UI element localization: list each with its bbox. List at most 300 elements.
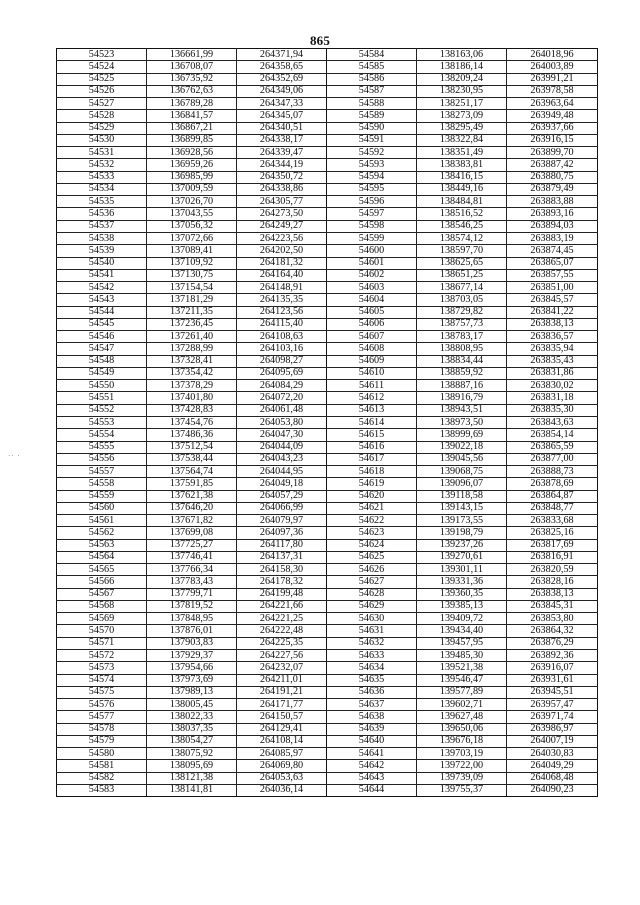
point-number-cell: 54631 (327, 625, 417, 637)
table-row (57, 331, 598, 343)
table-row (57, 600, 598, 612)
table-row (57, 588, 598, 600)
y-coordinate-cell: 264044,09 (237, 441, 327, 453)
x-coordinate-cell: 138999,69 (417, 429, 507, 441)
point-number-cell: 54595 (327, 183, 417, 195)
y-coordinate-cell: 263851,00 (507, 282, 598, 294)
table-row (57, 355, 598, 367)
point-number-cell: 54599 (327, 232, 417, 244)
point-number-cell: 54605 (327, 306, 417, 318)
table-row (57, 637, 598, 649)
y-coordinate-cell: 264371,94 (237, 49, 327, 61)
table-row (57, 723, 598, 735)
point-number-cell: 54560 (57, 502, 147, 514)
y-coordinate-cell: 263833,68 (507, 515, 598, 527)
y-coordinate-cell: 263865,07 (507, 257, 598, 269)
x-coordinate-cell: 137454,76 (147, 416, 237, 428)
y-coordinate-cell: 264085,97 (237, 748, 327, 760)
point-number-cell: 54621 (327, 502, 417, 514)
point-number-cell: 54571 (57, 637, 147, 649)
y-coordinate-cell: 263894,03 (507, 220, 598, 232)
y-coordinate-cell: 264222,48 (237, 625, 327, 637)
point-number-cell: 54642 (327, 760, 417, 772)
y-coordinate-cell: 264349,06 (237, 85, 327, 97)
y-coordinate-cell: 264178,32 (237, 576, 327, 588)
x-coordinate-cell: 137288,99 (147, 343, 237, 355)
x-coordinate-cell: 137130,75 (147, 269, 237, 281)
x-coordinate-cell: 138351,49 (417, 147, 507, 159)
y-coordinate-cell: 263893,16 (507, 208, 598, 220)
point-number-cell: 54567 (57, 588, 147, 600)
x-coordinate-cell: 137973,69 (147, 674, 237, 686)
y-coordinate-cell: 263825,16 (507, 527, 598, 539)
y-coordinate-cell: 264338,17 (237, 134, 327, 146)
point-number-cell: 54548 (57, 355, 147, 367)
point-number-cell: 54577 (57, 711, 147, 723)
point-number-cell: 54578 (57, 723, 147, 735)
y-coordinate-cell: 264232,07 (237, 662, 327, 674)
x-coordinate-cell: 137725,27 (147, 539, 237, 551)
point-number-cell: 54596 (327, 196, 417, 208)
y-coordinate-cell: 264344,19 (237, 159, 327, 171)
x-coordinate-cell: 138887,16 (417, 380, 507, 392)
x-coordinate-cell: 136899,85 (147, 134, 237, 146)
y-coordinate-cell: 263865,59 (507, 441, 598, 453)
y-coordinate-cell: 264350,72 (237, 171, 327, 183)
point-number-cell: 54574 (57, 674, 147, 686)
point-number-cell: 54643 (327, 772, 417, 784)
point-number-cell: 54582 (57, 772, 147, 784)
x-coordinate-cell: 139434,40 (417, 625, 507, 637)
table-row (57, 441, 598, 453)
point-number-cell: 54530 (57, 134, 147, 146)
point-number-cell: 54545 (57, 318, 147, 330)
x-coordinate-cell: 139485,30 (417, 650, 507, 662)
point-number-cell: 54622 (327, 515, 417, 527)
x-coordinate-cell: 139118,58 (417, 490, 507, 502)
point-number-cell: 54579 (57, 735, 147, 747)
y-coordinate-cell: 264164,40 (237, 269, 327, 281)
x-coordinate-cell: 137564,74 (147, 466, 237, 478)
y-coordinate-cell: 263831,86 (507, 367, 598, 379)
x-coordinate-cell: 138095,69 (147, 760, 237, 772)
x-coordinate-cell: 139521,38 (417, 662, 507, 674)
coordinate-table-body (57, 49, 598, 797)
x-coordinate-cell: 138973,50 (417, 416, 507, 428)
point-number-cell: 54550 (57, 380, 147, 392)
x-coordinate-cell: 138037,35 (147, 723, 237, 735)
point-number-cell: 54581 (57, 760, 147, 772)
table-row (57, 232, 598, 244)
y-coordinate-cell: 264047,30 (237, 429, 327, 441)
y-coordinate-cell: 263931,61 (507, 674, 598, 686)
point-number-cell: 54584 (327, 49, 417, 61)
y-coordinate-cell: 264181,32 (237, 257, 327, 269)
y-coordinate-cell: 264072,20 (237, 392, 327, 404)
y-coordinate-cell: 263845,57 (507, 294, 598, 306)
x-coordinate-cell: 136928,56 (147, 147, 237, 159)
x-coordinate-cell: 139755,37 (417, 784, 507, 796)
y-coordinate-cell: 263857,55 (507, 269, 598, 281)
x-coordinate-cell: 137903,83 (147, 637, 237, 649)
x-coordinate-cell: 139409,72 (417, 613, 507, 625)
x-coordinate-cell: 137428,83 (147, 404, 237, 416)
x-coordinate-cell: 138273,09 (417, 110, 507, 122)
point-number-cell: 54563 (57, 539, 147, 551)
x-coordinate-cell: 137621,38 (147, 490, 237, 502)
x-coordinate-cell: 139301,11 (417, 564, 507, 576)
y-coordinate-cell: 264225,35 (237, 637, 327, 649)
table-row (57, 134, 598, 146)
table-row (57, 551, 598, 563)
x-coordinate-cell: 137699,08 (147, 527, 237, 539)
point-number-cell: 54533 (57, 171, 147, 183)
y-coordinate-cell: 264211,01 (237, 674, 327, 686)
y-coordinate-cell: 263888,73 (507, 466, 598, 478)
table-row (57, 760, 598, 772)
y-coordinate-cell: 263883,88 (507, 196, 598, 208)
x-coordinate-cell: 136841,57 (147, 110, 237, 122)
table-row (57, 257, 598, 269)
table-row (57, 318, 598, 330)
x-coordinate-cell: 138230,95 (417, 85, 507, 97)
x-coordinate-cell: 136959,26 (147, 159, 237, 171)
point-number-cell: 54525 (57, 73, 147, 85)
y-coordinate-cell: 264171,77 (237, 699, 327, 711)
x-coordinate-cell: 137646,20 (147, 502, 237, 514)
y-coordinate-cell: 264043,23 (237, 453, 327, 465)
y-coordinate-cell: 264053,63 (237, 772, 327, 784)
table-row (57, 466, 598, 478)
table-row (57, 699, 598, 711)
point-number-cell: 54627 (327, 576, 417, 588)
x-coordinate-cell: 137026,70 (147, 196, 237, 208)
x-coordinate-cell: 137671,82 (147, 515, 237, 527)
point-number-cell: 54625 (327, 551, 417, 563)
x-coordinate-cell: 136867,21 (147, 122, 237, 134)
point-number-cell: 54597 (327, 208, 417, 220)
y-coordinate-cell: 263828,16 (507, 576, 598, 588)
y-coordinate-cell: 264044,95 (237, 466, 327, 478)
table-row (57, 294, 598, 306)
table-row (57, 343, 598, 355)
y-coordinate-cell: 263820,59 (507, 564, 598, 576)
point-number-cell: 54529 (57, 122, 147, 134)
table-row (57, 269, 598, 281)
y-coordinate-cell: 264202,50 (237, 245, 327, 257)
y-coordinate-cell: 263864,32 (507, 625, 598, 637)
y-coordinate-cell: 263817,69 (507, 539, 598, 551)
y-coordinate-cell: 263887,42 (507, 159, 598, 171)
y-coordinate-cell: 264249,27 (237, 220, 327, 232)
table-row (57, 502, 598, 514)
x-coordinate-cell: 138416,15 (417, 171, 507, 183)
table-row (57, 404, 598, 416)
y-coordinate-cell: 264339,47 (237, 147, 327, 159)
point-number-cell: 54569 (57, 613, 147, 625)
y-coordinate-cell: 263963,64 (507, 98, 598, 110)
table-row (57, 183, 598, 195)
x-coordinate-cell: 139143,15 (417, 502, 507, 514)
y-coordinate-cell: 264137,31 (237, 551, 327, 563)
y-coordinate-cell: 264191,21 (237, 686, 327, 698)
y-coordinate-cell: 263877,00 (507, 453, 598, 465)
point-number-cell: 54576 (57, 699, 147, 711)
x-coordinate-cell: 137181,29 (147, 294, 237, 306)
point-number-cell: 54566 (57, 576, 147, 588)
x-coordinate-cell: 138916,79 (417, 392, 507, 404)
point-number-cell: 54615 (327, 429, 417, 441)
x-coordinate-cell: 136735,92 (147, 73, 237, 85)
point-number-cell: 54564 (57, 551, 147, 563)
x-coordinate-cell: 139385,13 (417, 600, 507, 612)
table-row (57, 147, 598, 159)
point-number-cell: 54572 (57, 650, 147, 662)
point-number-cell: 54641 (327, 748, 417, 760)
point-number-cell: 54551 (57, 392, 147, 404)
point-number-cell: 54613 (327, 404, 417, 416)
point-number-cell: 54610 (327, 367, 417, 379)
table-row (57, 576, 598, 588)
point-number-cell: 54538 (57, 232, 147, 244)
x-coordinate-cell: 138005,45 (147, 699, 237, 711)
y-coordinate-cell: 263916,15 (507, 134, 598, 146)
point-number-cell: 54547 (57, 343, 147, 355)
point-number-cell: 54616 (327, 441, 417, 453)
x-coordinate-cell: 139676,18 (417, 735, 507, 747)
y-coordinate-cell: 263876,29 (507, 637, 598, 649)
x-coordinate-cell: 139198,79 (417, 527, 507, 539)
y-coordinate-cell: 264097,36 (237, 527, 327, 539)
point-number-cell: 54638 (327, 711, 417, 723)
y-coordinate-cell: 264123,56 (237, 306, 327, 318)
y-coordinate-cell: 264030,83 (507, 748, 598, 760)
table-row (57, 539, 598, 551)
point-number-cell: 54633 (327, 650, 417, 662)
point-number-cell: 54634 (327, 662, 417, 674)
x-coordinate-cell: 139270,61 (417, 551, 507, 563)
x-coordinate-cell: 137799,71 (147, 588, 237, 600)
table-row (57, 674, 598, 686)
x-coordinate-cell: 137328,41 (147, 355, 237, 367)
y-coordinate-cell: 263949,48 (507, 110, 598, 122)
y-coordinate-cell: 263986,97 (507, 723, 598, 735)
y-coordinate-cell: 264338,86 (237, 183, 327, 195)
table-row (57, 73, 598, 85)
page-number: 865 (309, 33, 331, 48)
point-number-cell: 54544 (57, 306, 147, 318)
y-coordinate-cell: 264061,48 (237, 404, 327, 416)
x-coordinate-cell: 137009,59 (147, 183, 237, 195)
point-number-cell: 54528 (57, 110, 147, 122)
y-coordinate-cell: 264049,18 (237, 478, 327, 490)
point-number-cell: 54617 (327, 453, 417, 465)
y-coordinate-cell: 264084,29 (237, 380, 327, 392)
x-coordinate-cell: 137746,41 (147, 551, 237, 563)
x-coordinate-cell: 138546,25 (417, 220, 507, 232)
x-coordinate-cell: 138703,05 (417, 294, 507, 306)
table-row (57, 61, 598, 73)
point-number-cell: 54558 (57, 478, 147, 490)
x-coordinate-cell: 138757,73 (417, 318, 507, 330)
point-number-cell: 54591 (327, 134, 417, 146)
x-coordinate-cell: 138251,17 (417, 98, 507, 110)
x-coordinate-cell: 138597,70 (417, 245, 507, 257)
point-number-cell: 54537 (57, 220, 147, 232)
x-coordinate-cell: 138054,27 (147, 735, 237, 747)
y-coordinate-cell: 264221,66 (237, 600, 327, 612)
point-number-cell: 54594 (327, 171, 417, 183)
x-coordinate-cell: 138163,06 (417, 49, 507, 61)
y-coordinate-cell: 263892,36 (507, 650, 598, 662)
x-coordinate-cell: 139457,95 (417, 637, 507, 649)
point-number-cell: 54636 (327, 686, 417, 698)
x-coordinate-cell: 139739,09 (417, 772, 507, 784)
y-coordinate-cell: 264358,65 (237, 61, 327, 73)
y-coordinate-cell: 263878,69 (507, 478, 598, 490)
x-coordinate-cell: 138834,44 (417, 355, 507, 367)
point-number-cell: 54580 (57, 748, 147, 760)
x-coordinate-cell: 139722,00 (417, 760, 507, 772)
x-coordinate-cell: 138859,92 (417, 367, 507, 379)
x-coordinate-cell: 137211,35 (147, 306, 237, 318)
x-coordinate-cell: 137929,37 (147, 650, 237, 662)
table-row (57, 380, 598, 392)
x-coordinate-cell: 139173,55 (417, 515, 507, 527)
y-coordinate-cell: 264273,50 (237, 208, 327, 220)
x-coordinate-cell: 138121,38 (147, 772, 237, 784)
point-number-cell: 54527 (57, 98, 147, 110)
point-number-cell: 54619 (327, 478, 417, 490)
y-coordinate-cell: 263957,47 (507, 699, 598, 711)
y-coordinate-cell: 264150,57 (237, 711, 327, 723)
y-coordinate-cell: 264199,48 (237, 588, 327, 600)
x-coordinate-cell: 138808,95 (417, 343, 507, 355)
y-coordinate-cell: 263835,43 (507, 355, 598, 367)
table-row (57, 306, 598, 318)
point-number-cell: 54602 (327, 269, 417, 281)
y-coordinate-cell: 264036,14 (237, 784, 327, 796)
table-row (57, 772, 598, 784)
y-coordinate-cell: 264103,16 (237, 343, 327, 355)
y-coordinate-cell: 264095,69 (237, 367, 327, 379)
table-row (57, 220, 598, 232)
point-number-cell: 54632 (327, 637, 417, 649)
x-coordinate-cell: 139577,89 (417, 686, 507, 698)
y-coordinate-cell: 264347,33 (237, 98, 327, 110)
y-coordinate-cell: 263848,77 (507, 502, 598, 514)
y-coordinate-cell: 263880,75 (507, 171, 598, 183)
table-row (57, 490, 598, 502)
table-row (57, 662, 598, 674)
point-number-cell: 54559 (57, 490, 147, 502)
x-coordinate-cell: 137783,43 (147, 576, 237, 588)
table-row (57, 392, 598, 404)
y-coordinate-cell: 263945,51 (507, 686, 598, 698)
point-number-cell: 54637 (327, 699, 417, 711)
table-row (57, 282, 598, 294)
point-number-cell: 54601 (327, 257, 417, 269)
y-coordinate-cell: 263835,94 (507, 343, 598, 355)
y-coordinate-cell: 264018,96 (507, 49, 598, 61)
x-coordinate-cell: 136661,99 (147, 49, 237, 61)
table-row (57, 110, 598, 122)
scan-speck-mark: ·· · (8, 452, 21, 460)
point-number-cell: 54540 (57, 257, 147, 269)
y-coordinate-cell: 263845,31 (507, 600, 598, 612)
y-coordinate-cell: 263835,30 (507, 404, 598, 416)
table-row (57, 564, 598, 576)
x-coordinate-cell: 137378,29 (147, 380, 237, 392)
point-number-cell: 54534 (57, 183, 147, 195)
x-coordinate-cell: 138186,14 (417, 61, 507, 73)
point-number-cell: 54644 (327, 784, 417, 796)
x-coordinate-cell: 137766,34 (147, 564, 237, 576)
x-coordinate-cell: 137043,55 (147, 208, 237, 220)
y-coordinate-cell: 264053,80 (237, 416, 327, 428)
point-number-cell: 54609 (327, 355, 417, 367)
y-coordinate-cell: 263874,45 (507, 245, 598, 257)
point-number-cell: 54588 (327, 98, 417, 110)
x-coordinate-cell: 137954,66 (147, 662, 237, 674)
x-coordinate-cell: 139703,19 (417, 748, 507, 760)
point-number-cell: 54592 (327, 147, 417, 159)
y-coordinate-cell: 264158,30 (237, 564, 327, 576)
x-coordinate-cell: 139627,48 (417, 711, 507, 723)
x-coordinate-cell: 139022,18 (417, 441, 507, 453)
x-coordinate-cell: 137154,54 (147, 282, 237, 294)
y-coordinate-cell: 263830,02 (507, 380, 598, 392)
point-number-cell: 54623 (327, 527, 417, 539)
table-row (57, 625, 598, 637)
y-coordinate-cell: 264135,35 (237, 294, 327, 306)
point-number-cell: 54630 (327, 613, 417, 625)
point-number-cell: 54614 (327, 416, 417, 428)
y-coordinate-cell: 264066,99 (237, 502, 327, 514)
point-number-cell: 54546 (57, 331, 147, 343)
x-coordinate-cell: 137538,44 (147, 453, 237, 465)
table-row (57, 85, 598, 97)
table-row (57, 122, 598, 134)
point-number-cell: 54549 (57, 367, 147, 379)
x-coordinate-cell: 138677,14 (417, 282, 507, 294)
point-number-cell: 54561 (57, 515, 147, 527)
y-coordinate-cell: 263879,49 (507, 183, 598, 195)
point-number-cell: 54565 (57, 564, 147, 576)
y-coordinate-cell: 263816,91 (507, 551, 598, 563)
x-coordinate-cell: 137486,36 (147, 429, 237, 441)
y-coordinate-cell: 264049,29 (507, 760, 598, 772)
x-coordinate-cell: 137591,85 (147, 478, 237, 490)
table-row (57, 735, 598, 747)
point-number-cell: 54539 (57, 245, 147, 257)
y-coordinate-cell: 264090,23 (507, 784, 598, 796)
y-coordinate-cell: 263864,87 (507, 490, 598, 502)
x-coordinate-cell: 136789,28 (147, 98, 237, 110)
x-coordinate-cell: 138516,52 (417, 208, 507, 220)
point-number-cell: 54589 (327, 110, 417, 122)
y-coordinate-cell: 263853,80 (507, 613, 598, 625)
table-row (57, 196, 598, 208)
x-coordinate-cell: 139650,06 (417, 723, 507, 735)
y-coordinate-cell: 264068,48 (507, 772, 598, 784)
point-number-cell: 54607 (327, 331, 417, 343)
table-row (57, 613, 598, 625)
point-number-cell: 54543 (57, 294, 147, 306)
x-coordinate-cell: 139045,56 (417, 453, 507, 465)
point-number-cell: 54524 (57, 61, 147, 73)
x-coordinate-cell: 139602,71 (417, 699, 507, 711)
